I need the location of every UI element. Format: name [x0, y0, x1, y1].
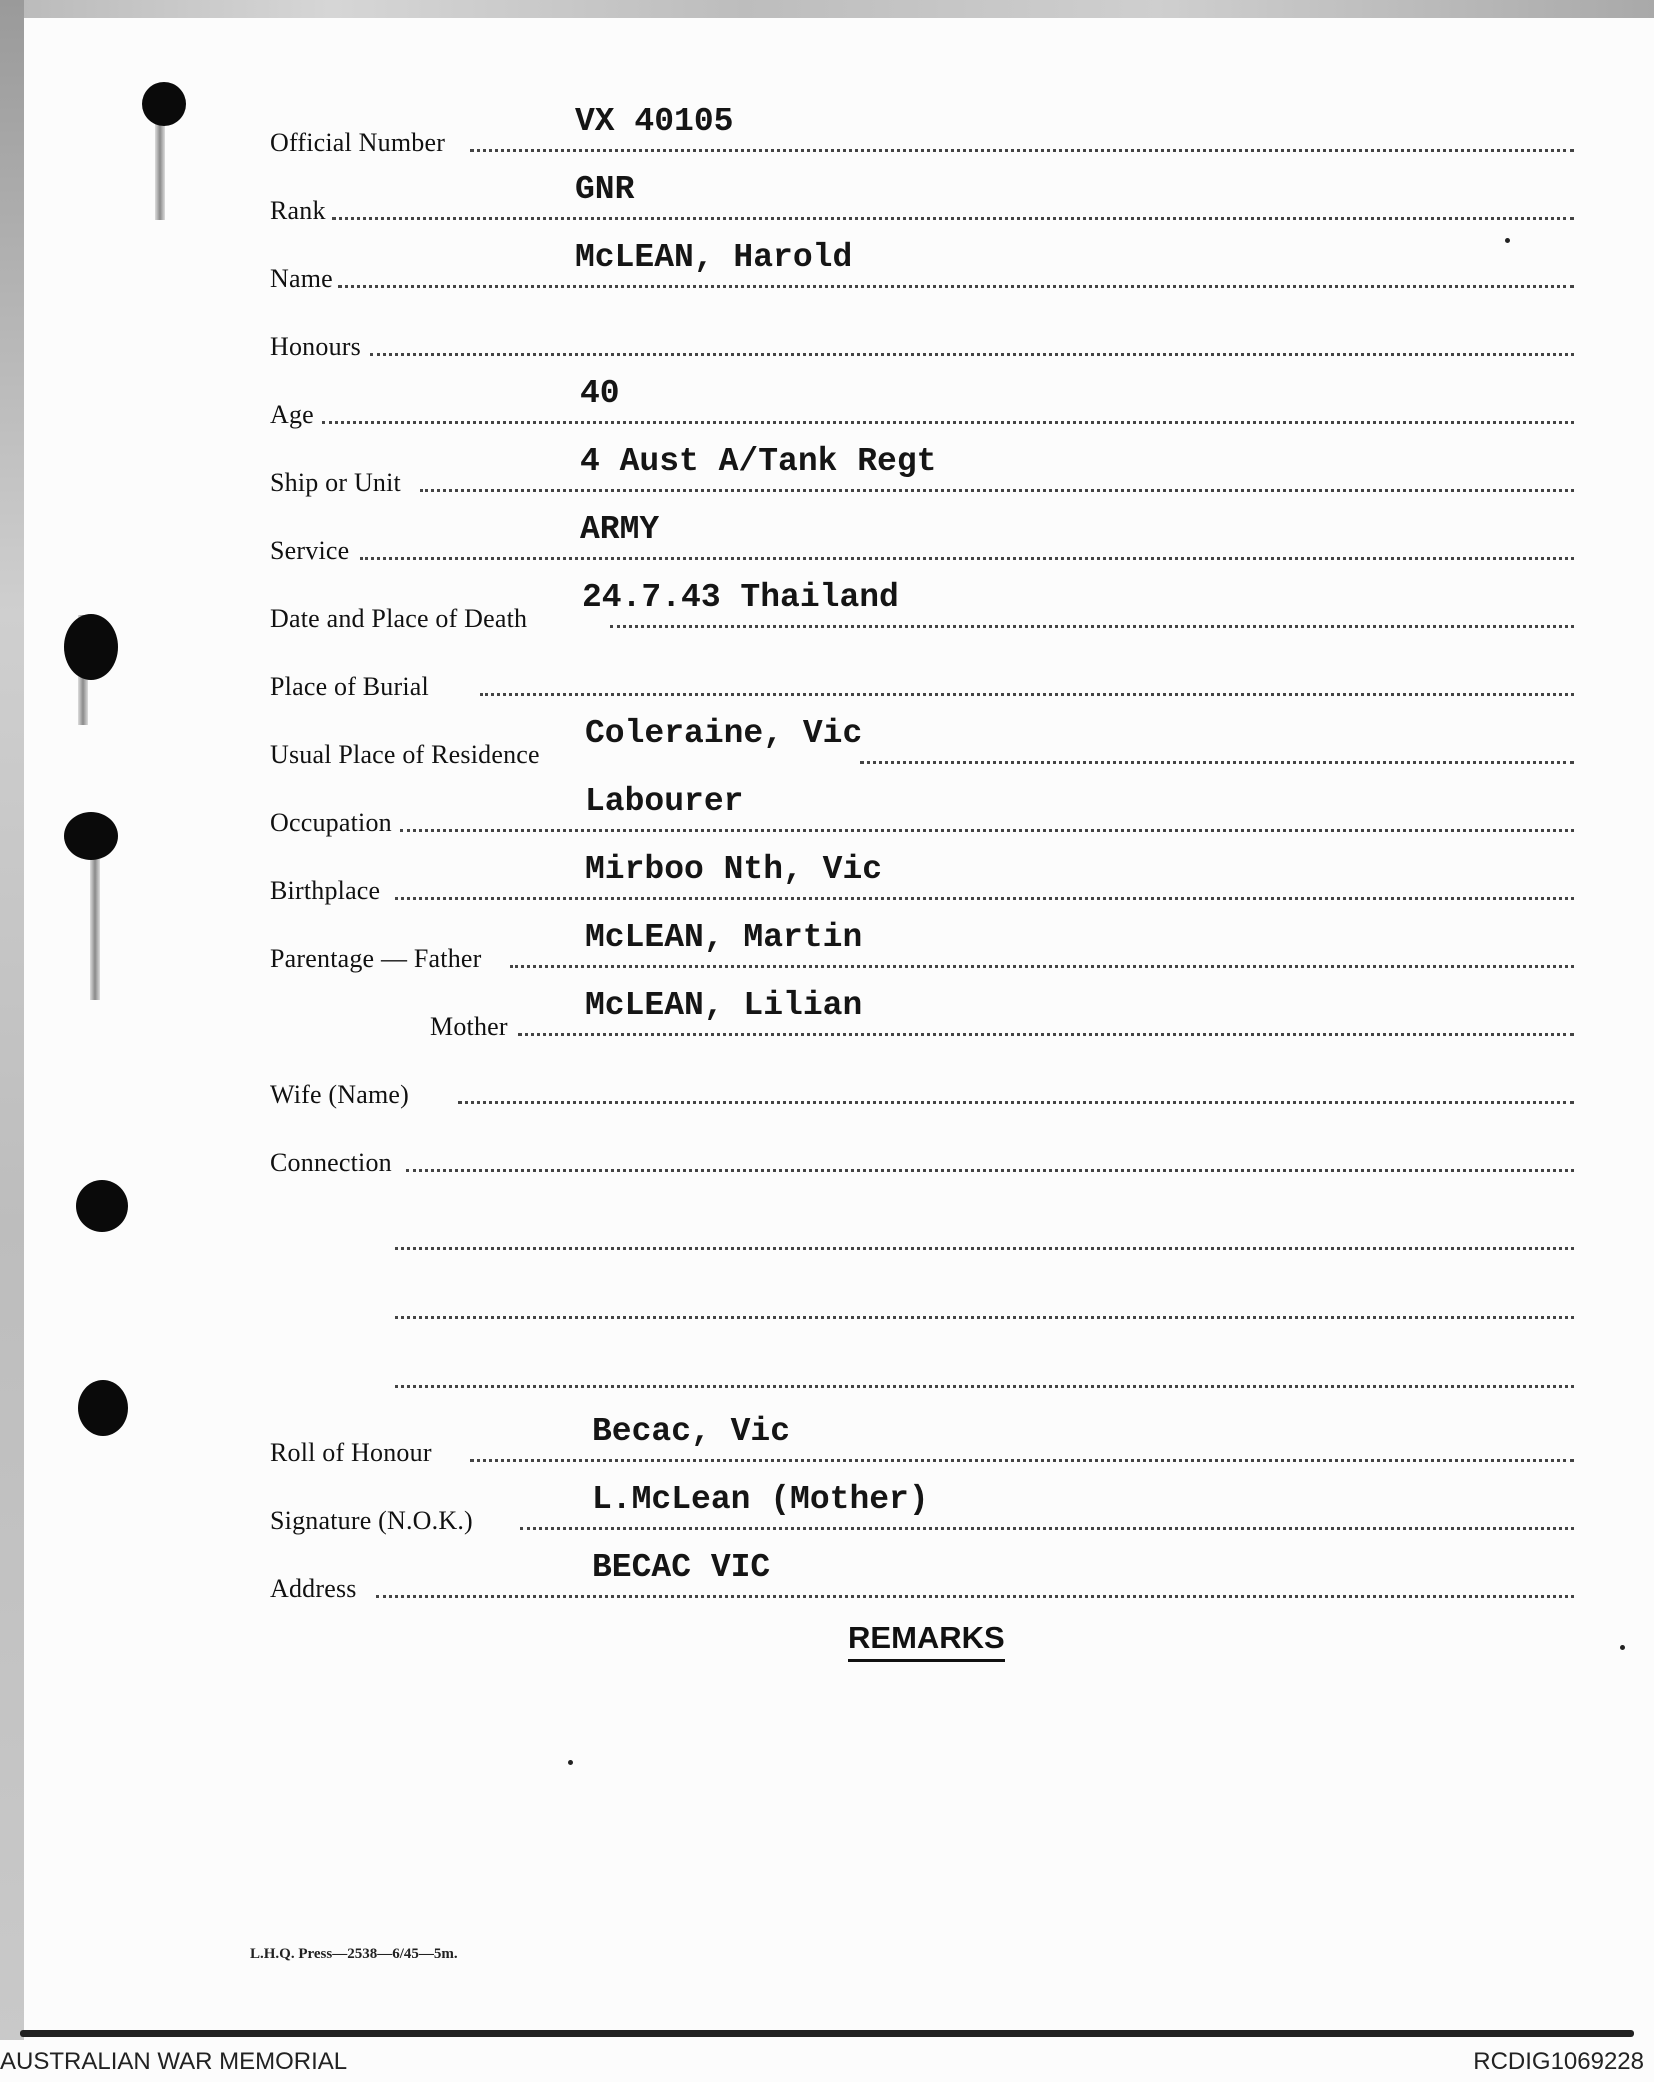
field-value: 4 Aust A/Tank Regt: [580, 443, 937, 480]
field-usual-residence: [270, 715, 1574, 778]
printer-imprint: L.H.Q. Press—2538—6/45—5m.: [250, 1946, 458, 1962]
dotted-line: [470, 1459, 1574, 1462]
dotted-line: [510, 965, 1574, 968]
dotted-line: [332, 217, 1574, 220]
field-occupation: [270, 783, 1574, 846]
field-label: Parentage — Father: [270, 944, 482, 973]
field-value: Becac, Vic: [592, 1413, 791, 1450]
field-connection: [270, 1130, 1574, 1186]
field-label: Name: [270, 264, 333, 293]
punch-hole: [64, 812, 118, 860]
field-value: ARMY: [580, 511, 660, 548]
dotted-line: [860, 761, 1574, 764]
field-label: Age: [270, 400, 314, 429]
footer-record-id: RCDIG1069228: [1473, 2048, 1644, 2075]
field-label: Honours: [270, 332, 361, 361]
field-birthplace: [270, 851, 1574, 914]
field-parentage-father: [270, 919, 1574, 982]
field-wife-name: [270, 1062, 1574, 1118]
dotted-line: [370, 353, 1574, 356]
field-date-place-of-death: [270, 579, 1574, 642]
field-value: L.McLean (Mother): [592, 1481, 929, 1518]
field-label: Official Number: [270, 128, 446, 157]
field-roll-of-honour: [270, 1413, 1574, 1476]
punch-hole: [64, 614, 118, 680]
field-parentage-mother: [270, 987, 1574, 1050]
field-label: Service: [270, 536, 350, 565]
punch-hole: [78, 1380, 128, 1436]
field-label: Wife (Name): [270, 1080, 410, 1109]
field-label: Signature (N.O.K.): [270, 1506, 473, 1535]
field-label: Date and Place of Death: [270, 604, 528, 633]
field-place-of-burial: [270, 654, 1574, 710]
scan-left-edge: [0, 0, 24, 2040]
field-address: [270, 1549, 1574, 1612]
blank-line: [395, 1243, 1574, 1250]
field-value: VX 40105: [575, 103, 734, 140]
dotted-line: [610, 625, 1574, 628]
dotted-line: [406, 1169, 1574, 1172]
field-value: Coleraine, Vic: [585, 715, 863, 752]
field-signature-nok: [270, 1481, 1574, 1544]
field-service: [270, 511, 1574, 574]
field-value: Mirboo Nth, Vic: [585, 851, 883, 888]
dotted-line: [458, 1101, 1574, 1104]
field-label: Rank: [270, 196, 326, 225]
field-age: [270, 375, 1574, 438]
dotted-line: [376, 1595, 1574, 1598]
field-label: Place of Burial: [270, 672, 429, 701]
scan-speck: [568, 1760, 573, 1765]
dotted-line: [360, 557, 1574, 560]
field-label: Connection: [270, 1148, 392, 1177]
field-label: Ship or Unit: [270, 468, 401, 497]
field-label: Occupation: [270, 808, 392, 837]
dotted-line: [400, 829, 1574, 832]
field-label: Birthplace: [270, 876, 381, 905]
blank-line: [395, 1381, 1574, 1388]
field-label: Mother: [430, 1012, 508, 1041]
blank-line: [395, 1312, 1574, 1319]
field-rank: [270, 171, 1574, 234]
dotted-line: [338, 285, 1574, 288]
field-value: GNR: [575, 171, 635, 208]
footer-archive-name: AUSTRALIAN WAR MEMORIAL: [0, 2048, 348, 2075]
scan-speck: [1620, 1645, 1625, 1650]
field-value: BECAC VIC: [592, 1549, 771, 1586]
field-label: Roll of Honour: [270, 1438, 432, 1467]
field-ship-or-unit: [270, 443, 1574, 506]
dotted-line: [520, 1527, 1574, 1530]
scan-top-edge: [0, 0, 1654, 18]
scan-speck: [1505, 238, 1510, 243]
field-honours: [270, 314, 1574, 370]
dotted-line: [395, 897, 1574, 900]
field-label: Usual Place of Residence: [270, 740, 540, 769]
dotted-line: [322, 421, 1574, 424]
field-value: McLEAN, Martin: [585, 919, 863, 956]
field-value: 24.7.43 Thailand: [582, 579, 899, 616]
field-label: Address: [270, 1574, 357, 1603]
punch-hole: [142, 82, 186, 126]
dotted-line: [518, 1033, 1574, 1036]
field-name: [270, 239, 1574, 302]
dotted-line: [470, 149, 1574, 152]
dotted-line: [480, 693, 1574, 696]
field-value: McLEAN, Lilian: [585, 987, 863, 1024]
field-official-number: [270, 103, 1574, 166]
punch-hole: [76, 1180, 128, 1232]
field-value: Labourer: [585, 783, 744, 820]
scan-bottom-edge: [20, 2030, 1634, 2037]
dotted-line: [420, 489, 1574, 492]
remarks-heading: REMARKS: [848, 1620, 1005, 1662]
field-value: 40: [580, 375, 620, 412]
field-value: McLEAN, Harold: [575, 239, 853, 276]
